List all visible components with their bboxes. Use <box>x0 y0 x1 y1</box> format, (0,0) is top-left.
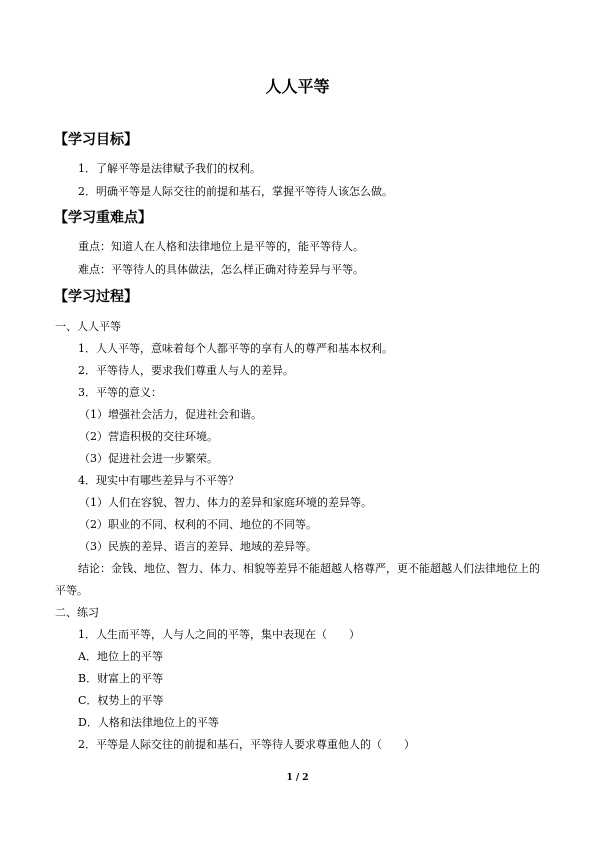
goal-item: 1．了解平等是法律赋予我们的权利。 <box>78 162 261 175</box>
part-title: 一、人人平等 <box>55 320 121 333</box>
section-heading-key-points: 【学习重难点】 <box>54 210 152 226</box>
exercise-option: D．人格和法律地位上的平等 <box>78 716 219 729</box>
conclusion-paragraph: 结论：金钱、地位、智力、体力、相貌等差异不能超越人格尊严，更不能超越人们法律地位上的平等。 <box>55 562 540 597</box>
part-title: 二、练习 <box>55 606 99 619</box>
exercise-option: C．权势上的平等 <box>78 694 164 707</box>
exercise-question: 2．平等是人际交往的前提和基石，平等待人要求尊重他人的（ ） <box>78 738 415 751</box>
exercise-question: 1．人生而平等，人与人之间的平等，集中表现在（ ） <box>78 628 360 641</box>
process-line: 4．现实中有哪些差异与不平等？ <box>78 474 239 487</box>
section-heading-process: 【学习过程】 <box>54 289 138 305</box>
process-line: （3）民族的差异、语言的差异、地域的差异等。 <box>79 540 317 553</box>
process-line: （3）促进社会进一步繁荣。 <box>79 452 218 465</box>
process-line: 3．平等的意义： <box>78 386 162 399</box>
page-number: 1 / 2 <box>286 773 309 783</box>
process-line: （1）人们在容貌、智力、体力的差异和家庭环境的差异等。 <box>79 496 372 509</box>
key-point-item: 重点：知道人在人格和法律地位上是平等的，能平等待人。 <box>78 240 364 253</box>
process-line: （2）职业的不同、权利的不同、地位的不同等。 <box>79 518 317 531</box>
document-title: 人人平等 <box>265 77 330 96</box>
process-line: 2．平等待人，要求我们尊重人与人的差异。 <box>78 364 294 377</box>
exercise-option: A．地位上的平等 <box>78 650 163 663</box>
key-point-item: 难点：平等待人的具体做法，怎么样正确对待差异与平等。 <box>78 263 364 276</box>
goal-item: 2．明确平等是人际交往的前提和基石，掌握平等待人该怎么做。 <box>78 185 393 198</box>
process-line: （2）营造积极的交往环境。 <box>79 430 218 443</box>
process-line: 1．人人平等，意味着每个人都平等的享有人的尊严和基本权利。 <box>78 342 393 355</box>
exercise-option: B．财富上的平等 <box>78 672 164 685</box>
section-heading-goals: 【学习目标】 <box>54 132 138 148</box>
process-line: （1）增强社会活力，促进社会和谐。 <box>79 408 262 421</box>
